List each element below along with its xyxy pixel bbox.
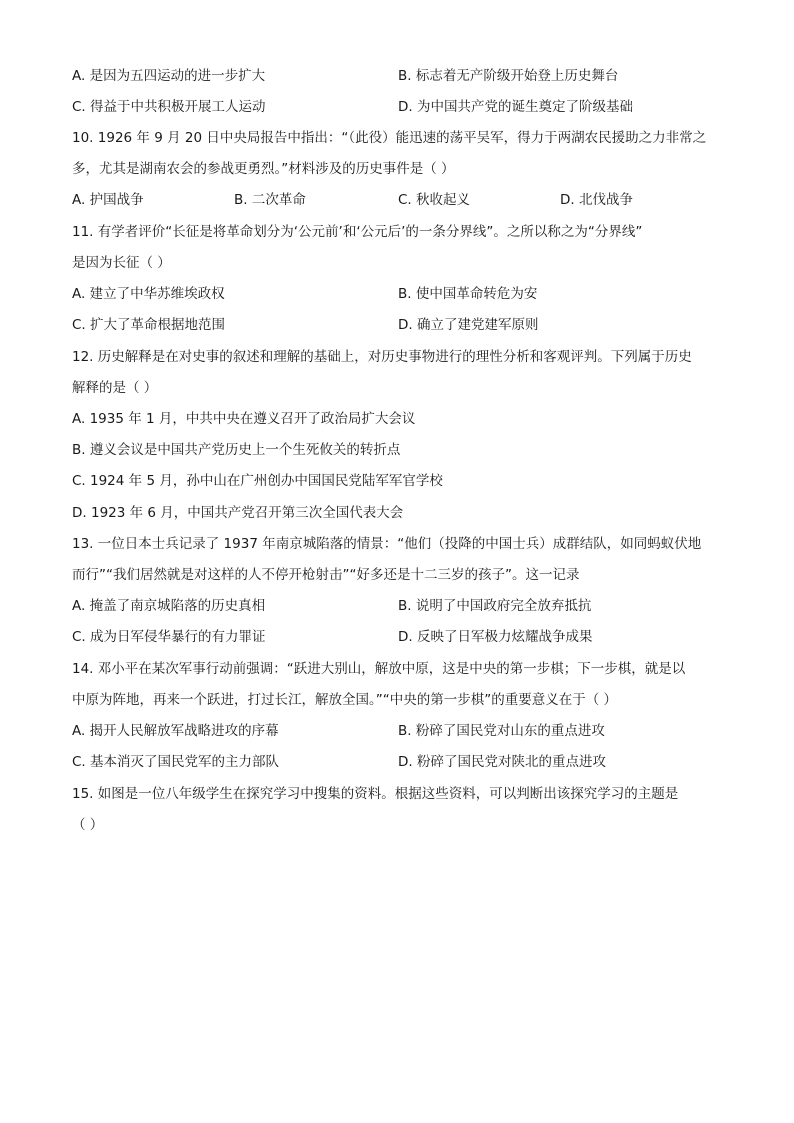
q10-option-d: D. 北伐战争 xyxy=(560,192,633,208)
q11-options-row-2 xyxy=(72,315,722,335)
q11-option-c: C. 扩大了革命根据地范围 xyxy=(72,317,226,333)
q12-option-a: A. 1935 年 1 月，中共中央在遵义召开了政治局扩大会议 xyxy=(72,411,416,427)
q14-options-row-1 xyxy=(72,721,722,741)
q9-options-row-2 xyxy=(72,97,722,117)
q9-option-d: D. 为中国共产党的诞生奠定了阶级基础 xyxy=(398,99,633,115)
q11-option-a: A. 建立了中华苏维埃政权 xyxy=(72,286,225,302)
q9-option-c: C. 得益于中共积极开展工人运动 xyxy=(72,99,266,115)
q9-option-b: B. 标志着无产阶级开始登上历史舞台 xyxy=(398,68,619,84)
q10-options-row xyxy=(72,190,722,210)
q15-stem-line-1: 15. 如图是一位八年级学生在探究学习中搜集的资料。根据这些资料，可以判断出该探究学习的主题是 xyxy=(72,786,679,802)
q14-option-a: A. 揭开人民解放军战略进攻的序幕 xyxy=(72,723,279,739)
q11-stem-line-1: 11. 有学者评价“长征是将革命划分为‘公元前’和‘公元后’的一条分界线”。之所以称之为“分界线” xyxy=(72,224,643,240)
q12-stem-line-1: 12. 历史解释是在对史事的叙述和理解的基础上，对历史事物进行的理性分析和客观评判。下列属于历史 xyxy=(72,349,692,365)
q13-options-row-2 xyxy=(72,627,722,647)
q11-option-d: D. 确立了建党建军原则 xyxy=(398,317,539,333)
q14-option-c: C. 基本消灭了国民党军的主力部队 xyxy=(72,754,280,770)
q10-option-b: B. 二次革命 xyxy=(234,192,306,208)
q12-option-b: B. 遵义会议是中国共产党历史上一个生死攸关的转折点 xyxy=(72,442,401,458)
q13-option-c: C. 成为日军侵华暴行的有力罪证 xyxy=(72,629,266,645)
q15-stem-line-2: （ ） xyxy=(72,817,104,833)
q10-option-a: A. 护国战争 xyxy=(72,192,144,208)
q14-options-row-2 xyxy=(72,752,722,772)
q9-option-a: A. 是因为五四运动的进一步扩大 xyxy=(72,68,266,84)
q12-option-d: D. 1923 年 6 月，中国共产党召开第三次全国代表大会 xyxy=(72,505,404,521)
q10-stem-line-2: 多，尤其是湖南农会的参战更勇烈。”材料涉及的历史事件是（ ） xyxy=(72,161,455,177)
q14-option-d: D. 粉碎了国民党对陕北的重点进攻 xyxy=(398,754,606,770)
q13-stem-line-2: 而行”“我们居然就是对这样的人不停开枪射击”“好多还是十二三岁的孩子”。这一记录 xyxy=(72,567,580,583)
q12-option-c: C. 1924 年 5 月，孙中山在广州创办中国国民党陆军军官学校 xyxy=(72,473,443,489)
q14-stem-line-2: 中原为阵地，再来一个跃进，打过长江，解放全国。”“中央的第一步棋”的重要意义在于（ ） xyxy=(72,692,618,708)
q10-option-c: C. 秋收起义 xyxy=(398,192,471,208)
q12-stem-line-2: 解释的是（ ） xyxy=(72,380,158,396)
q13-stem-line-1: 13. 一位日本士兵记录了 1937 年南京城陷落的情景：“他们（投降的中国士兵）成群结队，如同蚂蚁伏地 xyxy=(72,536,702,552)
q10-stem-line-1: 10. 1926 年 9 月 20 日中央局报告中指出：“（此役）能迅速的荡平吴军，得力于两湖农民援助之力非常之 xyxy=(72,130,707,146)
q13-option-b: B. 说明了中国政府完全放弃抵抗 xyxy=(398,598,592,614)
q13-option-d: D. 反映了日军极力炫耀战争成果 xyxy=(398,629,593,645)
q13-options-row-1 xyxy=(72,596,722,616)
q11-options-row-1 xyxy=(72,284,722,304)
q13-option-a: A. 掩盖了南京城陷落的历史真相 xyxy=(72,598,266,614)
q11-option-b: B. 使中国革命转危为安 xyxy=(398,286,538,302)
q14-stem-line-1: 14. 邓小平在某次军事行动前强调：“跃进大别山，解放中原，这是中央的第一步棋；下一步棋，就是以 xyxy=(72,661,686,677)
q14-option-b: B. 粉碎了国民党对山东的重点进攻 xyxy=(398,723,605,739)
q9-options-row-1 xyxy=(72,66,722,86)
q11-stem-line-2: 是因为长征（ ） xyxy=(72,255,171,271)
